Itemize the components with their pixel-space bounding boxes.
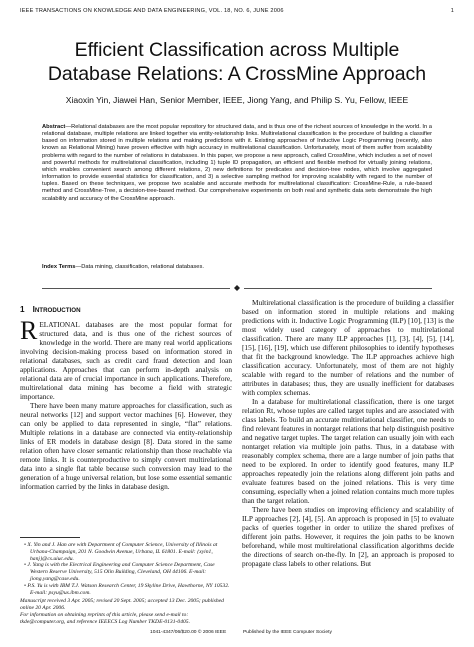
right-paragraph-2: In a database for multirelational classification, there is one target relation Rt, whose tuples are called target tuples and are associated with class labels. To build an accurate multirelational classifier, one needs to find relevant features in nontarget relations that help distinguish positive and negative target tuples. The target relation can usually join with each nontarget relation via multiple join paths. Thus, in a database with reasonably complex schema, there are a large number of join paths that need to be explored. In order to identify good features, many ILP approaches repeatedly join the relations along different join paths and evaluate features based on the joined relations. This is very time consuming, especially when a joined relation contains much more tuples than the target relation. — [242, 397, 454, 505]
footnotes — [20, 542, 232, 626]
paper-title — [0, 38, 474, 86]
drop-cap: R — [20, 316, 38, 345]
section-heading — [20, 305, 81, 314]
footnote-affiliation-2: • J. Yang is with the Electrical Engineering and Computer Science Department, Case Western Reserve University, 515 Olin Building, Cleveland, OH 44106. E-mail: jiong.yang@case.edu. — [24, 562, 215, 582]
footnote-rule — [20, 537, 80, 538]
index-terms — [42, 264, 432, 270]
right-column — [242, 298, 454, 568]
abstract-label: Abstract — [42, 124, 66, 130]
abstract — [42, 124, 432, 203]
left-paragraph-1-text: ELATIONAL databases are the most popular format for structured data, and is thus one of the richest sources of knowledge in the world. There are many real world applications involving decision-making process based on information stored in relational databases, such as credit card fraud detection and loan applications. Approaches that can perform in-depth analysis on relational data are of crucial importance in such applications. Therefore, multirelational data mining has become a field with strategic importance. — [20, 320, 232, 401]
separator-line-right — [244, 288, 432, 289]
journal-info: IEEE TRANSACTIONS ON KNOWLEDGE AND DATA ENGINEERING, VOL. 18, NO. 6, JUNE 2006 — [20, 8, 284, 14]
right-paragraph-1: Multirelational classification is the procedure of building a classifier based on information stored in multiple relations and making predictions with it. Inductive Logic Programming (ILP) [10], [13] is the most widely used category of approaches to multirelational classification. There are many ILP approaches [1], [3], [4], [5], [14], [15], [16], [19], which use different philosophies to identify hypotheses that fit the background knowledge. The ILP approaches achieve high classification accuracy. Unfortunately, most of them are not highly scalable with regard to the number of relations and the number of attributes in databases; thus, they are usually inefficient for databases with complex schemas. — [242, 298, 454, 397]
diamond-icon — [234, 285, 240, 291]
footnote-affiliation-3: • P.S. Yu is with IBM T.J. Watson Research Center, 19 Skyline Drive, Hawthorne, NY 10532. E-mail: psyu@us.ibm.com. — [24, 582, 230, 596]
section-number: 1 — [20, 305, 25, 314]
footer-issn: 1041-4347/06/$20.00 © 2006 IEEE — [150, 630, 227, 635]
footnote-affiliation-1: • X. Yin and J. Han are with Department of Computer Science, University of Illinois at Urbana-Champaign, 201 N. Goodwin Avenue, Urbana, IL 61801. E-mail: {xyin1, hanj}@cs.uiuc.edu. — [24, 542, 218, 562]
index-terms-text: —Data mining, classification, relational databases. — [75, 264, 204, 270]
separator-line-left — [42, 288, 230, 289]
page-number: 1 — [450, 8, 454, 14]
running-header — [20, 8, 454, 18]
section-separator — [42, 285, 432, 291]
section-title-rest: NTRODUCTION — [34, 307, 81, 314]
left-column — [20, 316, 232, 491]
title-line-1: Efficient Classification across Multiple — [74, 39, 400, 61]
index-terms-label: Index Terms — [42, 264, 76, 270]
section-title-initial: I — [32, 305, 35, 314]
author-list: Xiaoxin Yin, Jiawei Han, Senior Member, IEEE, Jiong Yang, and Philip S. Yu, Fellow, IEEE — [65, 95, 409, 105]
title-line-2: Database Relations: A CrossMine Approach — [47, 63, 427, 85]
right-paragraph-3: There have been studies on improving efficiency and scalability of ILP approaches [2], [4], [5]. An approach is proposed in [5] to evaluate packs of queries together in order to utilize the shared prefixes of different join paths. However, it requires the join paths to be known beforehand, while most multirelational classification algorithms decide the directions of search on-the-fly. In [2], an approach is proposed to propagate class labels to other relations. But — [242, 505, 454, 568]
abstract-text: —Relational databases are the most popular repository for structured data, and is thus one of the richest sources of knowledge in the world. In a relational database, multiple relations are linked together via entity-relationship links. Multirelational classification is the procedure of building a classifier based on information stored in multiple relations and making predictions with it. Existing approaches of Inductive Logic Programming (recently, also known as Relational Mining) have proven effective with high accuracy in multirelational classification. Unfortunately, most of them suffer from scalability problems with regard to the number of relations in databases. In this paper, we propose a new approach, called CrossMine, which includes a set of novel and powerful methods for multirelational classification, including 1) tuple ID propagation, an efficient and flexible method for virtually joining relations, which enables convenient search among different relations, 2) new definitions for predicates and decision-tree nodes, which involve aggregated information to provide essential statistics for classification, and 3) a selective sampling method for improving scalability with regard to the number of tuples. Based on these techniques, we propose two scalable and accurate methods for multirelational classification: CrossMine-Rule, a rule-based method and CrossMine-Tree, a decision-tree-based method. Our comprehensive experiments on both real and synthetic data sets demonstrate the high scalability and accuracy of the CrossMine approach. — [42, 124, 432, 202]
footnote-reprints: For information on obtaining reprints of this article, please send e-mail to: tkde@computer.org, and reference IEEECS Log Number TKDE-0131-0405. — [20, 611, 190, 625]
footer-publisher: Published by the IEEE Computer Society — [243, 630, 332, 635]
footnote-manuscript: Manuscript received 3 Apr. 2005; revised 20 Sept. 2005; accepted 13 Dec. 2005; published online 20 Apr. 2006. — [20, 598, 224, 612]
left-paragraph-1 — [20, 316, 232, 401]
left-paragraph-2: There have been many mature approaches for classification, such as neural networks [12] and support vector machines [6]. However, they can only be applied to data represented in single, “flat” relations. Multiple relations in a database are connected via entity-relationship links of ER models in database design [8]. Data stored in the same relation often have closer semantic relationship than those reachable via remote links. It is counterproductive to simply convert multirelational data into a single flat table because such conversion may lead to the generation of a huge universal relation, but lose some essential semantic information carried by the links in database design. — [20, 401, 232, 491]
